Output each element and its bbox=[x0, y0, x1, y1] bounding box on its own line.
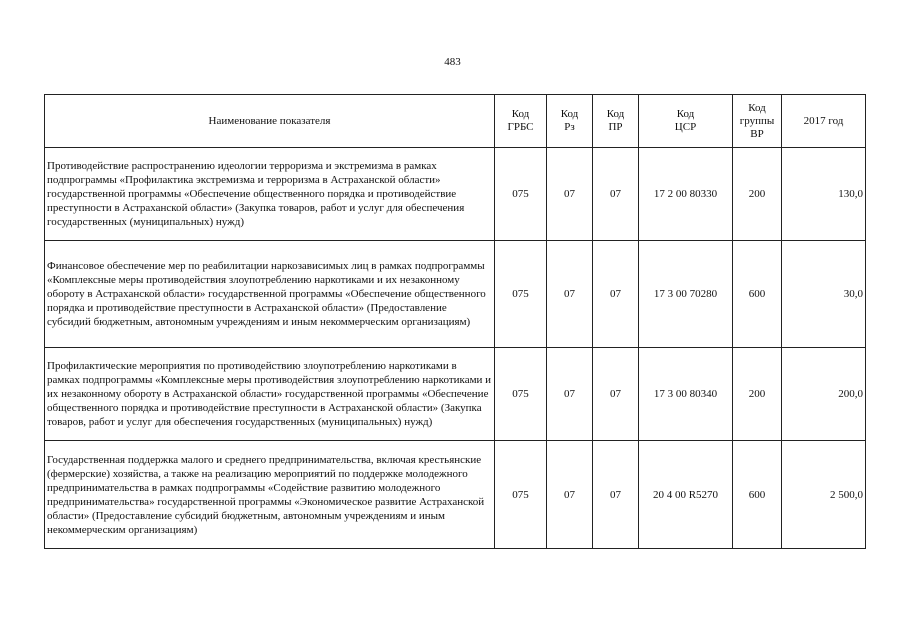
row-grbs: 075 bbox=[495, 241, 547, 348]
row-vr: 600 bbox=[733, 241, 782, 348]
row-csr: 17 3 00 80340 bbox=[639, 348, 733, 441]
header-vr: Код группы ВР bbox=[733, 95, 782, 148]
row-name: Противодействие распространению идеологии терроризма и экстремизма в рамках подпрограммы «Профилактика экстремизма и терроризма в Астраханской области» государственной программы «Обеспечение общественного порядка и противодействие преступности в Астраханской области» (Закупка товаров, работ и услуг для обеспечения государственных (муниципальных) нужд) bbox=[45, 148, 495, 241]
row-name: Финансовое обеспечение мер по реабилитации наркозависимых лиц в рамках подпрограммы «Комплексные меры противодействия злоупотреблению наркотиками и их незаконному обороту в Астраханской области» государственной программы «Обеспечение общественного порядка и противодействие преступности в Астраханской области» (Предоставление субсидий бюджетным, автономным учреждениям и иным некоммерческим организациям) bbox=[45, 241, 495, 348]
row-rz: 07 bbox=[547, 348, 593, 441]
row-rz: 07 bbox=[547, 441, 593, 549]
row-csr: 17 2 00 80330 bbox=[639, 148, 733, 241]
row-amount: 200,0 bbox=[782, 348, 866, 441]
row-grbs: 075 bbox=[495, 148, 547, 241]
row-vr: 200 bbox=[733, 148, 782, 241]
row-amount: 130,0 bbox=[782, 148, 866, 241]
header-pr: Код ПР bbox=[593, 95, 639, 148]
row-amount: 30,0 bbox=[782, 241, 866, 348]
header-year: 2017 год bbox=[782, 95, 866, 148]
row-name: Профилактические мероприятия по противодействию злоупотреблению наркотиками в рамках подпрограммы «Комплексные меры противодействия злоупотреблению наркотиками и их незаконному обороту в Астраханской области» государственной программы «Обеспечение общественного порядка и противодействие преступности в Астраханской области» (Закупка товаров, работ и услуг для обеспечения государственных (муниципальных) нужд) bbox=[45, 348, 495, 441]
row-pr: 07 bbox=[593, 241, 639, 348]
row-vr: 600 bbox=[733, 441, 782, 549]
budget-table bbox=[44, 94, 866, 549]
table-row bbox=[45, 348, 866, 441]
row-grbs: 075 bbox=[495, 348, 547, 441]
row-rz: 07 bbox=[547, 148, 593, 241]
row-csr: 17 3 00 70280 bbox=[639, 241, 733, 348]
row-grbs: 075 bbox=[495, 441, 547, 549]
row-csr: 20 4 00 R5270 bbox=[639, 441, 733, 549]
row-pr: 07 bbox=[593, 441, 639, 549]
header-rz: Код Рз bbox=[547, 95, 593, 148]
page-number: 483 bbox=[444, 56, 461, 68]
header-name: Наименование показателя bbox=[45, 95, 495, 148]
table-row bbox=[45, 148, 866, 241]
row-pr: 07 bbox=[593, 148, 639, 241]
row-pr: 07 bbox=[593, 348, 639, 441]
row-name: Государственная поддержка малого и среднего предпринимательства, включая крестьянские (фермерские) хозяйства, а также на реализацию мероприятий по поддержке молодежного предпринимательства в рамках подпрограммы «Содействие развитию молодежного предпринимательства» государственной программы «Экономическое развитие Астраханской области» (Предоставление субсидий бюджетным, автономным учреждениям и иным некоммерческим организациям) bbox=[45, 441, 495, 549]
table-header-row bbox=[45, 95, 866, 148]
table-row bbox=[45, 441, 866, 549]
header-grbs: Код ГРБС bbox=[495, 95, 547, 148]
header-csr: Код ЦСР bbox=[639, 95, 733, 148]
table-row bbox=[45, 241, 866, 348]
row-vr: 200 bbox=[733, 348, 782, 441]
row-amount: 2 500,0 bbox=[782, 441, 866, 549]
row-rz: 07 bbox=[547, 241, 593, 348]
